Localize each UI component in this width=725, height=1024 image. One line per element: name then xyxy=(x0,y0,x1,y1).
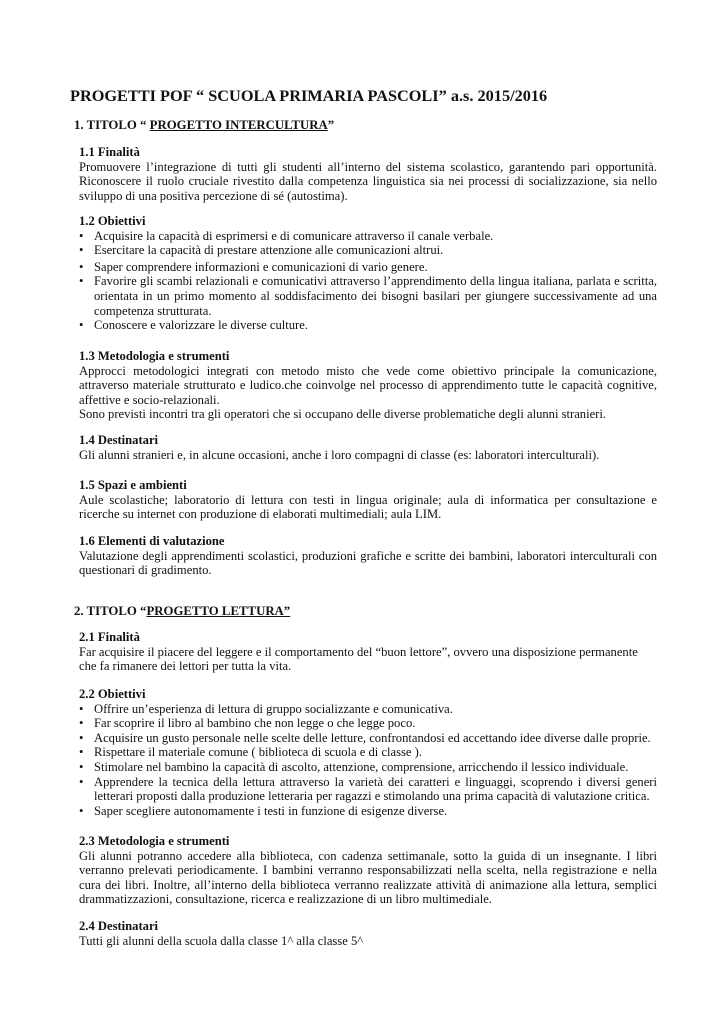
section-2-1 xyxy=(79,630,657,674)
list-item: • Acquisire un gusto personale nelle scelte delle letture, confrontandosi ed accettando idee diverse dalle proprie. xyxy=(79,731,657,746)
section-text: Promuovere l’integrazione di tutti gli studenti all’interno del sistema scolastico, garantendo pari opportunità. Riconoscere il ruolo cruciale rivestito dalla competenza linguistica sia nei processi di socializzazione, sia nello sviluppo di una positiva percezione di sé (autostima). xyxy=(79,159,657,203)
list-item: • Favorire gli scambi relazionali e comunicativi attraverso l’apprendimento della lingua italiana, parlata e scritta, orientata in un primo momento al soddisfacimento dei bisogni basilari per giungere successivamente ad una competenza strutturata. xyxy=(79,274,657,318)
objectives-list xyxy=(79,229,657,333)
list-item: • Saper comprendere informazioni e comunicazioni di vario genere. xyxy=(79,260,657,275)
list-item: • Rispettare il materiale comune ( biblioteca di scuola e di classe ). xyxy=(79,745,657,760)
section-text: Tutti gli alunni della scuola dalla classe 1^ alla classe 5^ xyxy=(79,933,364,948)
section-1-5 xyxy=(79,478,657,522)
section-1-3 xyxy=(79,349,657,422)
project2-heading-name: PROGETTO LETTURA” xyxy=(146,604,291,618)
section-heading: 2.1 Finalità xyxy=(79,630,140,644)
list-item: • Acquisire la capacità di esprimersi e di comunicare attraverso il canale verbale. xyxy=(79,229,657,244)
objectives-list xyxy=(79,702,657,819)
section-text: Far acquisire il piacere del leggere e il comportamento del “buon lettore”, ovvero una disposizione permanente che fa rimanere dei lettori per tutta la vita. xyxy=(79,644,638,674)
section-2-4 xyxy=(79,919,657,948)
section-text: Gli alunni stranieri e, in alcune occasioni, anche i loro compagni di classe (es: laboratori interculturali). xyxy=(79,447,600,462)
section-heading: 1.5 Spazi e ambienti xyxy=(79,478,187,492)
list-item: • Far scoprire il libro al bambino che non legge o che legge poco. xyxy=(79,716,657,731)
list-item: • Stimolare nel bambino la capacità di ascolto, attenzione, comprensione, arricchendo il lessico individuale. xyxy=(79,760,657,775)
section-heading: 1.3 Metodologia e strumenti xyxy=(79,349,230,363)
section-text: Aule scolastiche; laboratorio di lettura con testi in lingua originale; aula di informatica per consultazione e ricerche su internet con produzione di elaborati multimediali; aula LIM. xyxy=(79,492,657,522)
section-1-1 xyxy=(79,145,657,203)
section-heading: 2.3 Metodologia e strumenti xyxy=(79,834,230,848)
project2-heading-prefix: 2. TITOLO “ xyxy=(74,604,147,618)
list-item: • Offrire un’esperienza di lettura di gruppo socializzante e comunicativa. xyxy=(79,702,657,717)
section-text: Approcci metodologici integrati con metodo misto che vede come obiettivo principale la comunicazione, attraverso materiale strutturato e ludico.che coinvolge nel processo di apprendimento tutte le capacità cognitive, affettive e socio-relazionali. xyxy=(79,363,657,407)
section-heading: 2.4 Destinatari xyxy=(79,919,159,933)
list-item: • Saper scegliere autonomamente i testi in funzione di esigenze diverse. xyxy=(79,804,657,819)
section-text: Valutazione degli apprendimenti scolastici, produzioni grafiche e scritte dei bambini, laboratori interculturali con questionari di gradimento. xyxy=(79,548,657,578)
project1-heading-suffix: ” xyxy=(327,118,335,132)
section-heading: 1.2 Obiettivi xyxy=(79,214,146,228)
section-1-6 xyxy=(79,534,657,578)
document-title: PROGETTI POF “ SCUOLA PRIMARIA PASCOLI” a.s. 2015/2016 xyxy=(70,86,548,105)
list-item: • Esercitare la capacità di prestare attenzione alle comunicazioni altrui. xyxy=(79,243,657,258)
section-heading: 1.4 Destinatari xyxy=(79,433,159,447)
list-item: • Conoscere e valorizzare le diverse culture. xyxy=(79,318,657,333)
project1-heading xyxy=(74,118,334,133)
project2-heading xyxy=(74,604,290,619)
project1-heading-prefix: 1. TITOLO “ xyxy=(74,118,150,132)
section-1-4 xyxy=(79,433,657,462)
project1-heading-name: PROGETTO INTERCULTURA xyxy=(149,118,328,132)
section-heading: 1.1 Finalità xyxy=(79,145,140,159)
section-1-2 xyxy=(79,214,657,333)
section-heading: 1.6 Elementi di valutazione xyxy=(79,534,225,548)
section-2-2 xyxy=(79,687,657,818)
section-2-3 xyxy=(79,834,657,907)
section-text: Sono previsti incontri tra gli operatori che si occupano delle diverse problematiche degli alunni stranieri. xyxy=(79,407,607,422)
list-item: • Apprendere la tecnica della lettura attraverso la varietà dei caratteri e linguaggi, scoprendo i diversi generi letterari proposti dalla produzione letteraria per ragazzi e stimolando una prima capacità di valutazione critica. xyxy=(79,775,657,804)
section-text: Gli alunni potranno accedere alla biblioteca, con cadenza settimanale, sotto la guida di un insegnante. I libri verranno prelevati periodicamente. I bambini verranno responsabilizzati nella scelta, nella registrazione e nella cura dei libri. Inoltre, all’interno della biblioteca verranno realizzate attività di animazione alla lettura, semplici drammatizzazioni, consultazione, ricerca e realizzazione di un libro multimediale. xyxy=(79,848,657,907)
section-heading: 2.2 Obiettivi xyxy=(79,687,146,701)
